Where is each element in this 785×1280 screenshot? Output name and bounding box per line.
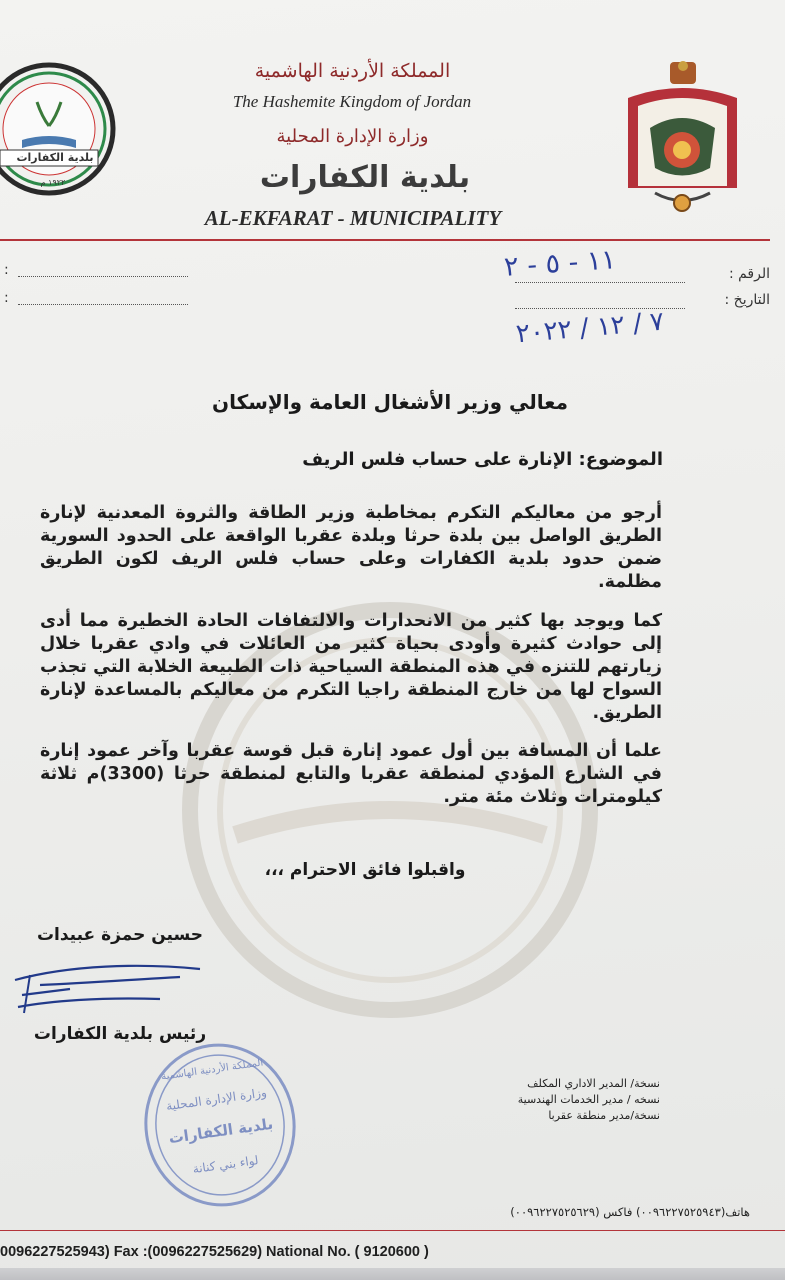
paragraph-1: أرجو من معاليكم التكرم بمخاطبة وزير الطاقة والثروة المعدنية لإنارة الطريق الواصل بين بلدة حرثا وبلدة عقربا الواقعة على الحدود السورية ضمن حدود بلدية الكفارات وعلى حساب فلس الريف لكون الطريق مظلمة. bbox=[40, 503, 662, 592]
ministry-ar: وزارة الإدارة المحلية bbox=[276, 126, 429, 147]
kingdom-en: The Hashemite Kingdom of Jordan bbox=[232, 92, 472, 111]
municipality-en: AL-EKFARAT - MUNICIPALITY bbox=[204, 206, 502, 230]
logo-left-text: بلدية الكفارات bbox=[16, 151, 94, 164]
paragraph-2: كما ويوجد بها كثير من الانحدارات والالتفافات الحادة الخطيرة مما أدى إلى حوادث كثيرة وأودى بحياة كثير من العائلات في وادي عقربا خلال زيارتهم للتنزه في هذه المنطقة السياحية ذات الطبيعة الخلابة التي تجذب السواح لها من خارج المنطقة راجيا التكرم من معاليكم بالمساعدة لإنارة الطريق. bbox=[40, 611, 662, 723]
left-blank-line-1 bbox=[18, 276, 188, 277]
kingdom-ar: المملكة الأردنية الهاشمية bbox=[254, 60, 451, 82]
copy-line-3: نسخة/مدير منطقة عقربا bbox=[548, 1109, 660, 1122]
stamp-line-4: لواء بني كنانة bbox=[191, 1153, 260, 1177]
signatory-title: رئيس بلدية الكفارات bbox=[33, 1024, 207, 1044]
stamp-line-3: بلدية الكفارات bbox=[167, 1114, 275, 1148]
copies-list bbox=[470, 1076, 660, 1124]
coat-of-arms-emblem bbox=[620, 58, 745, 218]
addressee: معالي وزير الأشغال العامة والإسكان bbox=[212, 390, 568, 414]
footer-rule bbox=[0, 1230, 785, 1231]
left-colon-2: : bbox=[4, 290, 9, 306]
municipality-ar: بلدية الكفارات bbox=[259, 160, 471, 195]
handwritten-signature bbox=[10, 955, 210, 1025]
logo-left-year: ١٩٢٢ م bbox=[40, 178, 66, 187]
stamp-line-1: المملكة الأردنية الهاشمية bbox=[160, 1057, 264, 1083]
sleeve-edge bbox=[0, 1268, 785, 1280]
stamp-line-2: وزارة الإدارة المحلية bbox=[165, 1085, 268, 1114]
footer-phone-en: 0096227525943) Fax :(0096227525629) National No. ( 9120600 ) bbox=[0, 1244, 429, 1260]
municipality-logo bbox=[0, 62, 117, 197]
official-stamp bbox=[129, 1030, 311, 1221]
ref-label: الرقم : bbox=[728, 266, 770, 282]
closing: واقبلوا فائق الاحترام ،،، bbox=[264, 860, 466, 880]
left-blank-line-2 bbox=[18, 304, 188, 305]
copy-line-1: نسخة/ المدير الاداري المكلف bbox=[527, 1077, 660, 1090]
footer-phone-ar: هاتف(٠٠٩٦٢٢٧٥٢٥٩٤٣) فاكس (٠٠٩٦٢٢٧٥٢٥٦٢٩) bbox=[510, 1205, 750, 1219]
date-label: التاريخ : bbox=[724, 292, 770, 308]
date-handwritten: ٧ / ١٢ / ٢٠٢٢ bbox=[514, 306, 666, 350]
subject: الموضوع: الإنارة على حساب فلس الريف bbox=[302, 449, 663, 470]
paragraph-3: علما أن المسافة بين أول عمود إنارة قبل قوسة عقربا وآخر عمود إنارة في الشارع المؤدي لمنطقة عقربا والتابع لمنطقة حرثا (3300)م ثلاثة كيلومترات وثلاث مئة متر. bbox=[40, 741, 662, 807]
ref-handwritten: ١١ - ٥ - ٢ bbox=[503, 244, 617, 283]
ref-line bbox=[515, 282, 685, 283]
copy-line-2: نسخه / مدير الخدمات الهندسية bbox=[517, 1093, 660, 1106]
signatory-name: حسين حمزة عبيدات bbox=[36, 925, 204, 945]
left-colon-1: : bbox=[4, 262, 9, 278]
